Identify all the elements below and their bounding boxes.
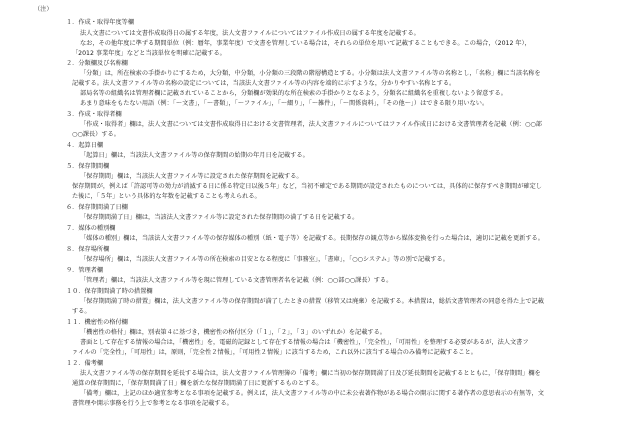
section-heading-12: １２．備考欄 (66, 360, 104, 367)
body-line: 「管理者」欄は，当該法人文書ファイル等を現に管理している文書管理者名を記載（例：○○部○○課長）する。 (80, 277, 393, 284)
body-line: 「保存期間満了日」欄は，当該法人文書ファイル等に設定された保存期間の満了する日を記載する。 (80, 214, 359, 221)
body-line: 書管理や開示事務を行う上で参考となる事項を記載する。 (72, 400, 233, 407)
section-heading-7: ７．媒体の種別欄 (66, 225, 116, 232)
section-heading-5: ５．保存期間欄 (66, 163, 110, 170)
section-heading-1: １．作成・取得年度等欄 (66, 19, 135, 26)
section-heading-9: ９．管理者欄 (66, 267, 104, 274)
body-line: た後に，「５年」という具体的な年数を記載することも考えられる。 (72, 193, 261, 200)
body-line: 「媒体の種別」欄は，当該法人文書ファイル等の保存媒体の種別（紙・電子等）を記載する。長期保存の観点等から媒体変換を行った場合は，適切に記載を更新する。 (80, 235, 544, 242)
body-line: 記載する。法人文書ファイル等の名称の設定については，当該法人文書ファイル等の内容を端的に示すような，分かりやすい名称とする。 (72, 80, 456, 87)
body-line: 部局名等の組織名は管理者欄に記載されていることから，分類欄が効果的な所在検索の手掛かりとなるよう，分類名に組織名を重複しないよう留意する。 (80, 90, 507, 97)
body-line: 保存期間が，例えば「許認可等の効力が消滅する日に係る特定日以後５年」など，当初不確定である期間が設定されたものについては，具体的に保存すべき期間が確定し (72, 183, 542, 190)
body-line: 「保存場所」欄は，当該法人文書ファイル等の所在検索の目安となる程度に「事務室」，「書庫」，「○○システム」等の別で記載する。 (80, 256, 449, 263)
section-heading-2: ２．分類欄及び名称欄 (66, 60, 128, 67)
body-line: ァイルの「完全性」，「可用性」は，原則，「完全性２情報」，「可用性２情報」に該当するため，これ以外に該当する場合のみ備考に記載すること。 (72, 349, 477, 356)
body-line: 法人文書ファイル等の保存期間を延長する場合は，法人文書ファイル管理簿の「備考」欄に当初の保存期間満了日及び延長期間を記載するとともに，「保存期間」欄を (80, 370, 541, 377)
body-line: 通算の保存期間に，「保存期間満了日」欄を新たな保存期間満了日に更新するものとする。 (72, 380, 323, 387)
section-heading-11: １１．機密性の格付欄 (66, 319, 128, 326)
body-line: 書面として存在する情報の場合は，「機密性」を，電磁的記録として存在する情報の場合は「機密性」，「完全性」，「可用性」を整理する必要があるが，法人文書フ (80, 339, 529, 346)
section-heading-10: １０．保存期間満了時の措置欄 (66, 288, 153, 295)
section-heading-4: ４．起算日欄 (66, 142, 104, 149)
body-line: 「保存期間満了時の措置」欄は，法人文書ファイル等の保存期間が満了したときの措置（移管又は廃棄）を記載する。本措置は，総括文書管理者の同意を得た上で記載 (80, 298, 544, 305)
body-line: する。 (72, 308, 91, 315)
note-label: （注） (34, 6, 53, 13)
section-heading-6: ６．保存期間満了日欄 (66, 204, 128, 211)
body-line: 「保存期間」欄は，当該法人文書ファイル等に設定された保存期間を記載する。 (80, 173, 303, 180)
section-heading-3: ３．作成・取得者欄 (66, 111, 122, 118)
body-line: 「分類」は，所在検索の手掛かりにするため，大分類，中分類，小分類の三段階の階層構造とする。小分類は法人文書ファイル等の名称とし，「名称」欄に当該名称を (80, 70, 541, 77)
body-line: 「2012 事業年度」などと当該単位を明確に記載する。 (72, 50, 226, 57)
body-line: 「起算日」欄は，当該法人文書ファイル等の保存期間の始期の年月日を記載する。 (80, 152, 309, 159)
section-heading-8: ８．保存場所欄 (66, 246, 110, 253)
body-line: ○○課長）する。 (72, 131, 120, 138)
body-line: 「機密性の格付」欄は，別表第４に基づき，機密性の格付区分（「１」，「２」，「３」のいずれか）を記載する。 (80, 329, 386, 336)
body-line: 法人文書については文書作成取得日の属する年度，法人文書ファイルについてはファイル作成日の属する年度を記載する。 (80, 30, 420, 37)
body-line: なお，その他年度に準ずる期間単位（例：暦年，事業年度）で文書を管理している場合は，それらの単位を用いて記載することもできる。この場合，（2012 年）， (80, 40, 531, 47)
body-line: あまり意味をもたない用語（例：「～文書」，「～書類」，「～ファイル」，「～綴り」，「～雑件」，「～関係資料」，「その他～」）はできる限り用いない。 (80, 100, 489, 107)
body-line: 「備考」欄は，上記のほか適宜参考となる事項を記載する。例えば，法人文書ファイル等の中に未公表著作物がある場合の開示に関する著作者の意思表示の有無等，文 (80, 390, 544, 397)
body-line: 「作成・取得者」欄は，法人文書については文書作成取得日における文書管理者，法人文書ファイルについてはファイル作成日における文書管理者を記載（例：○○部 (80, 121, 542, 128)
